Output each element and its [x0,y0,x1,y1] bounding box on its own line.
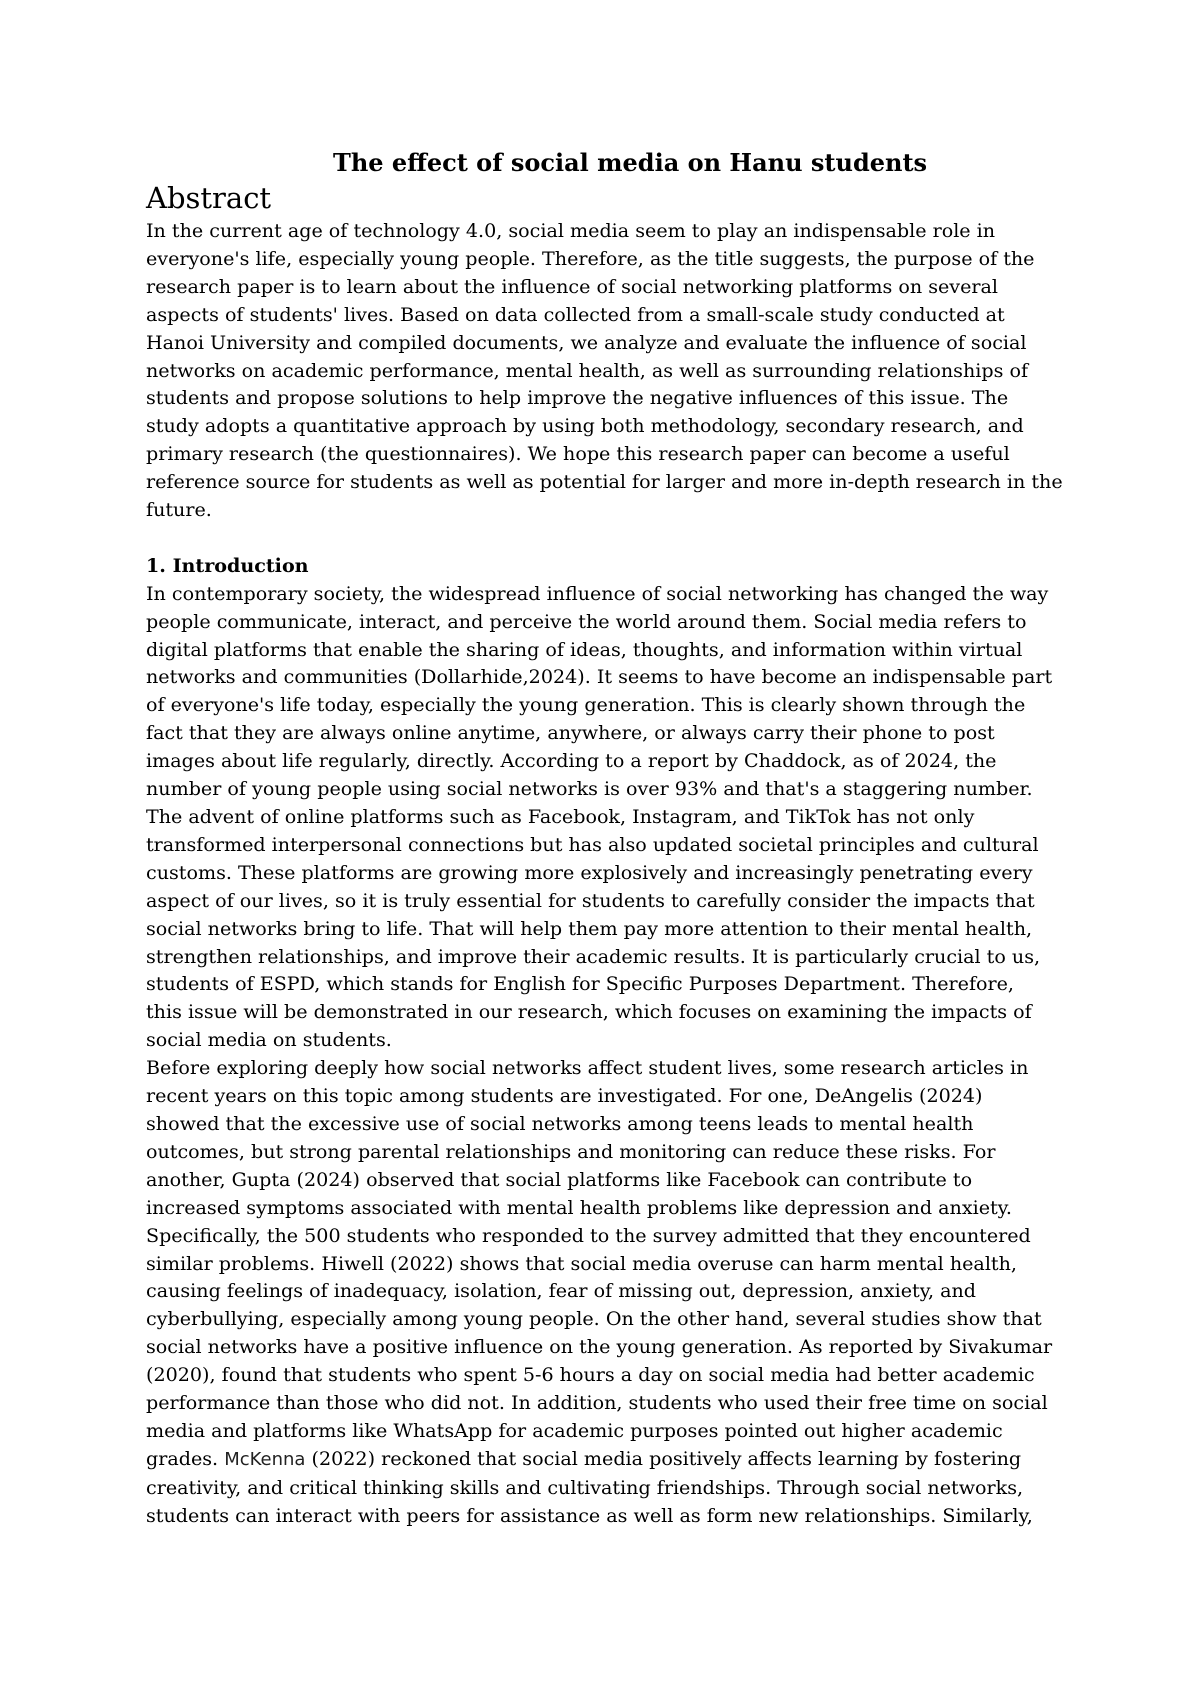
text-line: In the current age of technology 4.0, social media seem to play an indispensable role in [146,219,996,242]
text-line: everyone's life, especially young people. Therefore, as the title suggests, the purpose of the [146,246,1035,270]
text-line: similar problems. Hiwell (2022) shows that social media overuse can harm mental health, [146,1251,1017,1275]
text-line: networks on academic performance, mental health, as well as surrounding relationships of [146,358,1029,382]
text-line: outcomes, but strong parental relationships and monitoring can reduce these risks. For [146,1139,996,1163]
document-title: The effect of social media on Hanu students [332,148,928,177]
text-line: media and platforms like WhatsApp for academic purposes pointed out higher academic [146,1418,1003,1442]
text-line: (2020), found that students who spent 5-6 hours a day on social media had better academic [146,1363,1035,1387]
text-line: Specifically, the 500 students who responded to the survey admitted that they encountered [146,1223,1031,1247]
text-line: transformed interpersonal connections but has also updated societal principles and cultural [146,832,1039,856]
text-line: In contemporary society, the widespread influence of social networking has changed the way [146,581,1049,605]
text-line: Before exploring deeply how social networks affect student lives, some research articles in [146,1056,1029,1080]
text-line: recent years on this topic among students are investigated. For one, DeAngelis (2024) [146,1084,983,1108]
text-line: showed that the excessive use of social networks among teens leads to mental health [146,1111,974,1135]
text-line: another, Gupta (2024) observed that social platforms like Facebook can contribute to [146,1167,973,1191]
text-line: research paper is to learn about the influence of social networking platforms on several [146,274,998,298]
text-line: images about life regularly, directly. According to a report by Chaddock, as of 2024, the [146,749,997,773]
text-line: creativity, and critical thinking skills and cultivating friendships. Through social networks, [146,1475,1024,1499]
text-line: people communicate, interact, and perceive the world around them. Social media refers to [146,609,1027,633]
text-line: of everyone's life today, especially the young generation. This is clearly shown through the [146,693,1026,717]
text-line: fact that they are always online anytime, anywhere, or always carry their phone to post [146,721,995,745]
text-line: this issue will be demonstrated in our research, which focuses on examining the impacts of [146,1000,1032,1024]
text-line: reference source for students as well as potential for larger and more in-depth research in the [146,470,1063,494]
text-line: strengthen relationships, and improve their academic results. It is particularly crucial to us, [146,944,1041,968]
text-line: aspect of our lives, so it is truly essential for students to carefully consider the impacts that [146,888,1035,912]
introduction-paragraph-1 [146,580,1086,1054]
text-line: social networks have a positive influence on the young generation. As reported by Sivakumar [146,1335,1053,1359]
abstract-paragraph [146,217,1086,524]
introduction-heading: 1. Introduction [146,553,309,577]
text-line: students can interact with peers for assistance as well as form new relationships. Similarly, [146,1503,1033,1527]
text-line: networks and communities (Dollarhide,2024). It seems to have become an indispensable part [146,665,1053,689]
text-line: increased symptoms associated with mental health problems like depression and anxiety. [146,1195,1012,1219]
text-line: primary research (the questionnaires). We hope this research paper can become a useful [146,442,1010,466]
text-line: social networks bring to life. That will help them pay more attention to their mental health, [146,916,1033,940]
text-line: students of ESPD, which stands for English for Specific Purposes Department. Therefore, [146,972,1015,996]
document-body [146,217,1086,1530]
paragraph-spacer [146,524,1086,552]
text-line: students and propose solutions to help improve the negative influences of this issue. The [146,386,1009,410]
text-fragment: grades. [146,1446,225,1470]
text-line: study adopts a quantitative approach by using both methodology, secondary research, and [146,414,1024,438]
introduction-paragraph-2 [146,1054,1086,1529]
text-line: causing feelings of inadequacy, isolation, fear of missing out, depression, anxiety, and [146,1279,976,1303]
text-line: future. [146,498,212,522]
author-name-mckenna: McKenna [224,1448,306,1470]
text-line: Hanoi University and compiled documents, we analyze and evaluate the influence of social [146,330,1027,354]
text-line-mixed [146,1445,1086,1474]
text-line: digital platforms that enable the sharing of ideas, thoughts, and information within virtual [146,637,1023,661]
text-line: customs. These platforms are growing more explosively and increasingly penetrating every [146,860,1033,884]
text-line: number of young people using social networks is over 93% and that's a staggering number. [146,777,1033,801]
text-line: social media on students. [146,1028,392,1052]
abstract-heading: Abstract [146,181,272,215]
text-line: performance than those who did not. In addition, students who used their free time on social [146,1391,1048,1415]
text-fragment: (2022) reckoned that social media positively affects learning by fostering [305,1446,1022,1470]
text-line: The advent of online platforms such as Facebook, Instagram, and TikTok has not only [146,805,975,829]
text-line: cyberbullying, especially among young people. On the other hand, several studies show that [146,1307,1042,1331]
text-line: aspects of students' lives. Based on data collected from a small-scale study conducted at [146,302,1005,326]
